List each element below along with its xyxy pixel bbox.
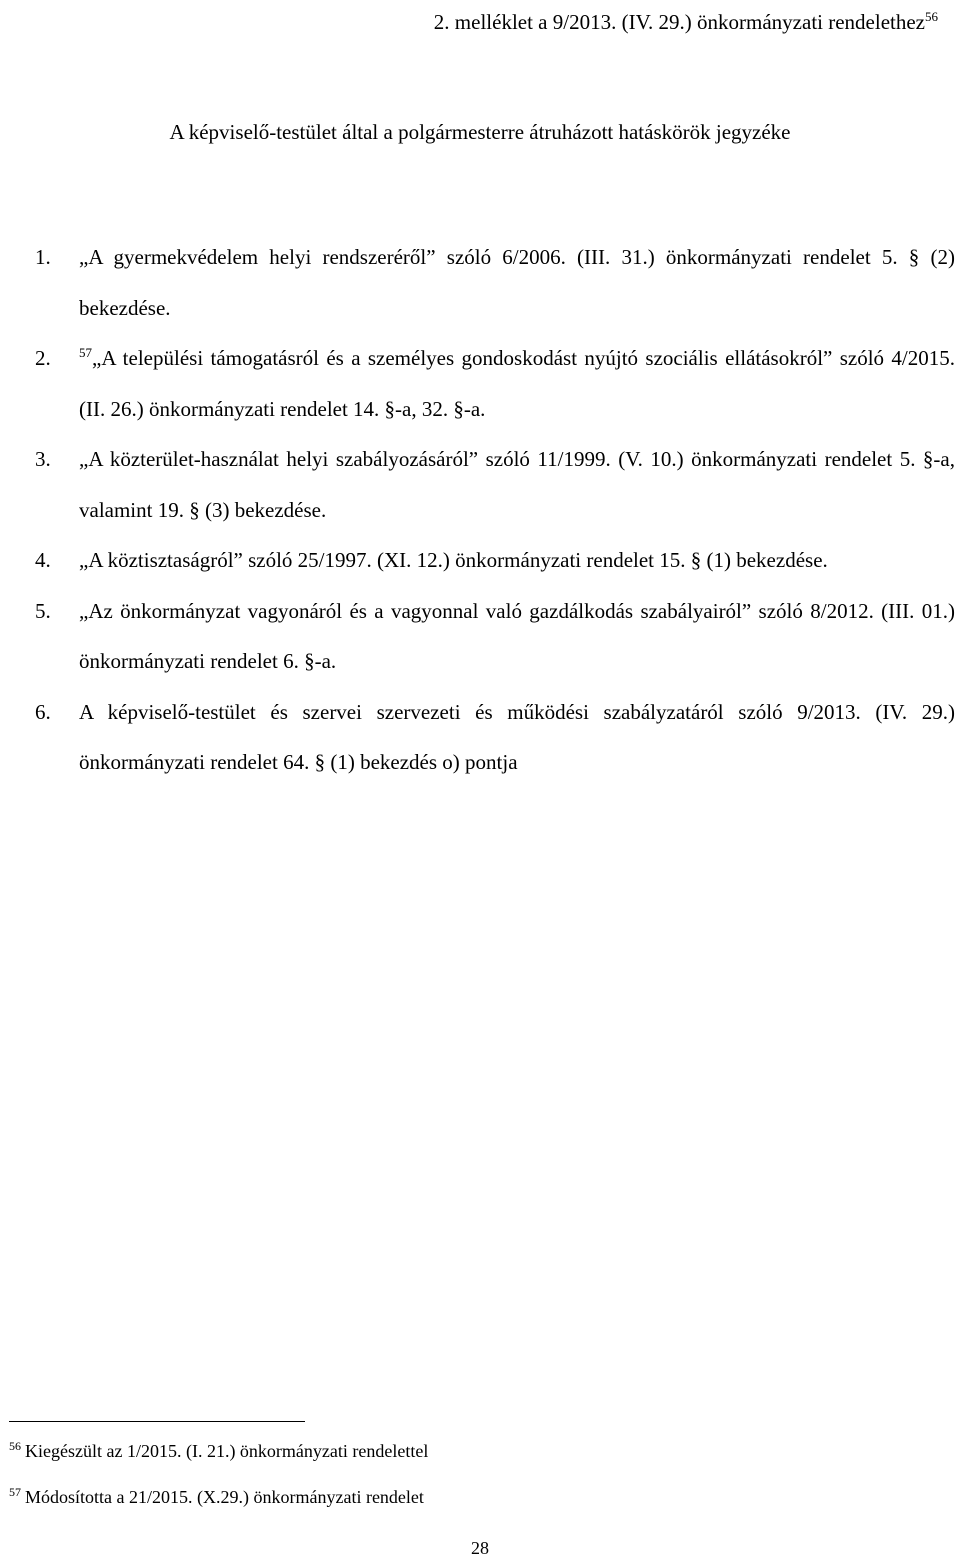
item-number: 5. bbox=[35, 598, 51, 623]
footnotes bbox=[9, 1428, 909, 1520]
item-text: „A települési támogatásról és a személyes gondoskodást nyújtó szociális ellátásokról” szóló 4/2015. (II. 26.) önkormányzati rendelet 14. §-a, 32. §-a. bbox=[79, 346, 955, 421]
footnote-separator bbox=[9, 1421, 305, 1422]
item-text: „A közterület-használat helyi szabályozásáról” szóló 11/1999. (V. 10.) önkormányzati rendelet 5. §-a, valamint 19. § (3) bekezdése. bbox=[79, 447, 955, 522]
list-item bbox=[30, 333, 955, 434]
document-title: A képviselő-testület által a polgármesterre átruházott hatáskörök jegyzéke bbox=[169, 120, 791, 144]
item-number: 2. bbox=[35, 346, 51, 370]
annex-reference bbox=[434, 2, 938, 42]
list-item bbox=[30, 535, 955, 586]
footnote-mark-57: 57 bbox=[79, 345, 92, 360]
list-item bbox=[30, 586, 955, 687]
item-text: „Az önkormányzat vagyonáról és a vagyonnal való gazdálkodás szabályairól” szóló 8/2012. (III. 01.) önkormányzati rendelet 6. §-a. bbox=[79, 598, 955, 673]
item-text: „A gyermekvédelem helyi rendszeréről” szóló 6/2006. (III. 31.) önkormányzati rendelet 5. § (2) bekezdése. bbox=[79, 245, 955, 320]
annex-reference-text: 2. melléklet a 9/2013. (IV. 29.) önkormányzati rendelethez bbox=[433, 10, 925, 34]
page-number: 28 bbox=[471, 1538, 489, 1558]
footnote-mark: 56 bbox=[9, 1439, 21, 1453]
footnote-mark-56: 56 bbox=[925, 9, 938, 24]
item-number: 4. bbox=[35, 548, 51, 572]
item-number: 3. bbox=[35, 447, 51, 471]
item-text: A képviselő-testület és szervei szervezeti és működési szabályzatáról szóló 9/2013. (IV. 29.) önkormányzati rendelet 64. § (1) bekezdés o) pontja bbox=[79, 699, 955, 774]
footnote-text: Módosította a 21/2015. (X.29.) önkormányzati rendelet bbox=[25, 1487, 424, 1507]
list-item bbox=[30, 687, 955, 788]
item-number: 6. bbox=[35, 699, 51, 724]
footnote bbox=[9, 1428, 909, 1474]
list-item bbox=[30, 232, 955, 333]
footnote-mark: 57 bbox=[9, 1485, 21, 1499]
delegated-powers-list bbox=[30, 232, 955, 788]
footnote bbox=[9, 1474, 909, 1520]
item-number: 1. bbox=[35, 245, 51, 269]
footnote-text: Kiegészült az 1/2015. (I. 21.) önkormányzati rendelettel bbox=[25, 1441, 429, 1461]
list-item bbox=[30, 434, 955, 535]
item-text: „A köztisztaságról” szóló 25/1997. (XI. 12.) önkormányzati rendelet 15. § (1) bekezdése. bbox=[79, 548, 828, 572]
